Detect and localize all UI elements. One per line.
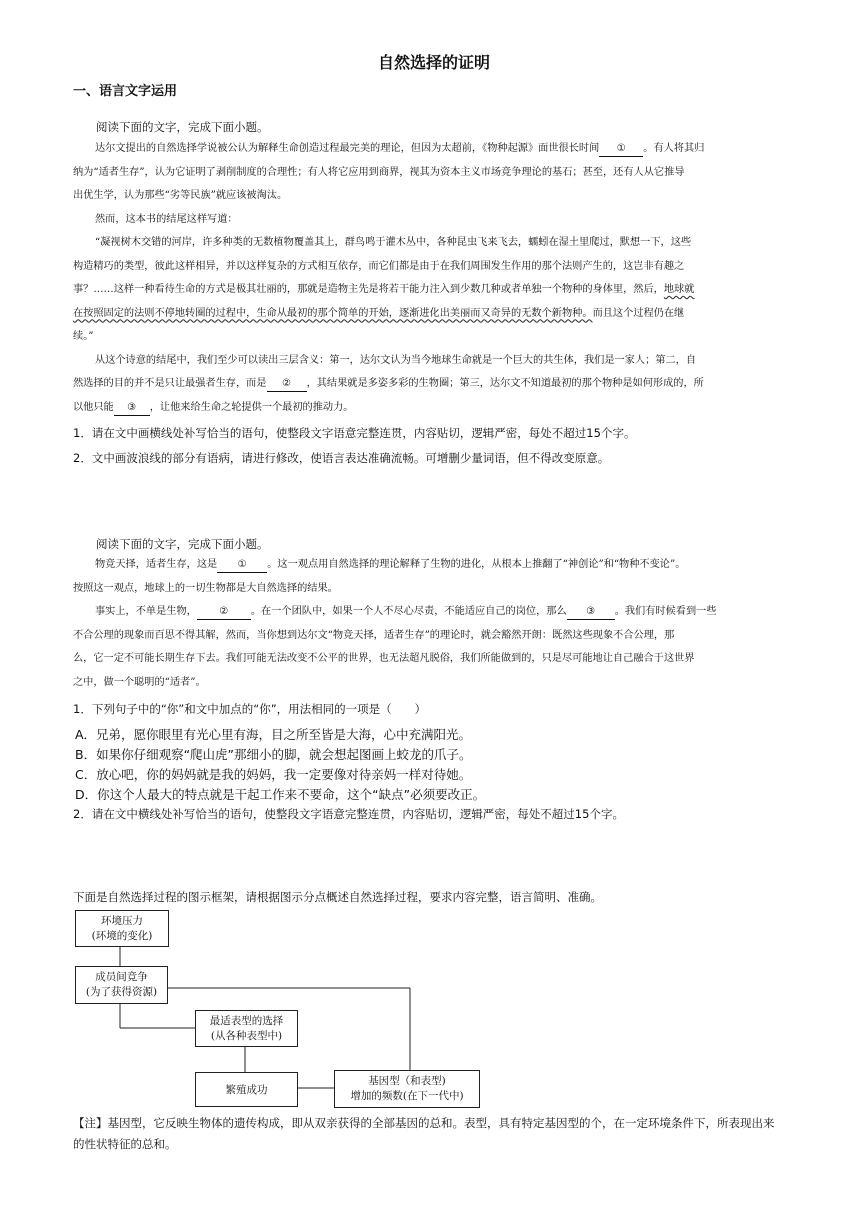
box1-line1: 环境压力 [101, 915, 143, 927]
note-line1: 【注】基因型，它反映生物体的遗传构成，即从双亲获得的全部基因的总和。表型，具有特定基因型的个，在一定环境条件下，所表现出来 [73, 1116, 775, 1130]
q2-option-d: D．你这个人最大的特点就是干起工作来不要命，这个“缺点”必须要改正。 [75, 787, 486, 802]
section-heading: 一、语言文字运用 [73, 84, 178, 99]
box1-line2: (环境的变化) [91, 930, 153, 942]
q2-para2-line2: 不合公理的现象而百思不得其解，然而，当你想到达尔文“物竞天择，适者生存”的理论时，就会豁然开朗：既然这些现象不合公理，那 [73, 629, 675, 641]
q2-para2-line3: 么，它一定不可能长期生存下去。我们可能无法改变不公平的世界，也无法超凡脱俗，我们所能做到的，只是尽可能地让自己融合于这世界 [73, 653, 695, 664]
q2-para2-line4: 之中，做一个聪明的“适者”。 [73, 676, 206, 688]
q1-wavy-text-1: 地球就 [663, 284, 695, 295]
box4-line1: 繁殖成功 [225, 1084, 268, 1096]
q1-blank-1: ① [599, 142, 643, 157]
box2-line1: 成员间竞争 [95, 971, 148, 983]
q2-question-2: 2．请在文中横线处补写恰当的语句，使整段文字语意完整连贯，内容贴切，逻辑严密，每处不超过15个字。 [73, 807, 624, 821]
q1-para1-line3: 出优生学，认为那些“劣等民族”就应该被淘汰。 [73, 190, 288, 201]
box5-line2: 增加的频数(在下一代中) [350, 1090, 464, 1102]
q1-instruction: 阅读下面的文字，完成下面小题。 [96, 120, 269, 134]
flow-box-genotype-frequency [334, 1070, 480, 1108]
q1-blank-3: ③ [114, 401, 150, 416]
q1-para3-line2: 构造精巧的类型，彼此这样相异，并以这样复杂的方式相互依存，而它们都是由于在我们周围发生作用的那个法则产生的，这岂非有趣之 [73, 260, 685, 272]
q2-blank-2: ② [197, 605, 251, 620]
box5-line1: 基因型（和表型) [368, 1075, 446, 1087]
q3-note [73, 1113, 808, 1155]
q1-para1-text-a: 达尔文提出的自然选择学说被公认为解释生命创造过程最完美的理论，但因为太超前，《物种起源》面世很长时间 [95, 143, 600, 154]
q1-para3-text: 事？……这样一种看待生命的方式是极其壮丽的，那就是造物主先是将若干能力注入到少数几种或者单独一个物种的身体里，然后， [73, 284, 664, 295]
q2-instruction: 阅读下面的文字，完成下面小题。 [96, 537, 269, 551]
q1-para4-text-c: 以他只能 [73, 401, 114, 413]
q2-para2-text-a: 事实上，不单是生物， [95, 606, 197, 617]
q2-blank-1: ① [217, 558, 267, 573]
q2-option-b: B．如果你仔细观察“爬山虎”那细小的脚，就会想起图画上蛟龙的爪子。 [75, 747, 472, 762]
q1-para4-text-a: 然选择的目的并不是只让最强者生存，而是 [73, 378, 267, 389]
flow-box-reproduction [195, 1072, 298, 1107]
q2-para1-text-a: 物竞天择，适者生存，这是 [95, 559, 218, 570]
flow-box-environment-pressure [75, 910, 169, 947]
q2-question-1: 1．下列句子中的“你”和文中加点的“你”，用法相同的一项是（ ） [73, 702, 427, 716]
q1-para4-text-d: ，让他来给生命之轮提供一个最初的推动力。 [149, 401, 354, 413]
box2-line2: (为了获得资源) [85, 986, 158, 998]
q1-question-2: 2．文中画波浪线的部分有语病，请进行修改，使语言表达准确流畅。可增删少量词语，但不得改变原意。 [73, 451, 610, 465]
q2-para1-line2: 按照这一观点，地球上的一切生物都是大自然选择的结果。 [73, 582, 338, 594]
note-line2: 的性状特征的总和。 [73, 1137, 177, 1151]
q1-para4-line1: 从这个诗意的结尾中，我们至少可以读出三层含义：第一，达尔文认为当今地球生命就是一个巨大的共生体，我们是一家人；第二，自 [95, 354, 697, 366]
q2-para2-text-c: 。我们有时候看到一些 [614, 606, 717, 617]
q2-para1-text-b: 。这一观点用自然选择的理论解释了生物的进化，从根本上推翻了“神创论”和“物种不变论”。 [267, 559, 686, 570]
q1-para2: 然而，这本书的结尾这样写道： [95, 213, 238, 225]
q3-instruction: 下面是自然选择过程的图示框架，请根据图示分点概述自然选择过程，要求内容完整，语言简明、准确。 [73, 890, 602, 904]
q1-blank-2: ② [267, 377, 307, 392]
q1-para3-line5: 续。” [73, 331, 94, 342]
q1-para3-tail: 而且这个过程仍在继 [592, 307, 685, 319]
box3-line2: (从各种表型中) [210, 1030, 283, 1042]
flow-box-selection [195, 1010, 298, 1047]
flow-box-competition [75, 966, 168, 1004]
q1-para1-line2: 纳为“适者生存”，认为它证明了剥削制度的合理性；有人将它应用到商界，视其为资本主义市场竞争理论的基石；甚至，还有人从它推导 [73, 166, 685, 178]
q2-blank-3: ③ [567, 605, 615, 620]
q2-para2-text-b: 。在一个团队中，如果一个人不尽心尽责，不能适应自己的岗位，那么 [250, 606, 567, 617]
q1-wavy-text-2: 在按照固定的法则不停地转圈的过程中，生命从最初的那个简单的开始，逐渐进化出美丽而又奇异的无数个新物种。 [73, 307, 593, 319]
q1-para4-text-b: ，其结果就是多姿多彩的生物圈；第三，达尔文不知道最初的那个物种是如何形成的，所 [306, 378, 704, 389]
q1-para3-line1: “凝视树木交错的河岸，许多种类的无数植物覆盖其上，群鸟鸣于灌木丛中，各种昆虫飞来飞去，蠕蚓在湿土里爬过，默想一下，这些 [95, 237, 692, 248]
box3-line1: 最适表型的选择 [209, 1015, 284, 1027]
q2-option-c: C．放心吧，你的妈妈就是我的妈妈，我一定要像对待亲妈一样对待她。 [75, 767, 472, 782]
page-title: 自然选择的证明 [377, 53, 490, 72]
q1-para1-text-b: 。有人将其归 [643, 143, 705, 154]
q2-option-a: A．兄弟，愿你眼里有光心里有海，目之所至皆是大海，心中充满阳光。 [75, 727, 472, 742]
q1-question-1: 1．请在文中画横线处补写恰当的语句，使整段文字语意完整连贯，内容贴切，逻辑严密，每处不超过15个字。 [73, 426, 636, 440]
